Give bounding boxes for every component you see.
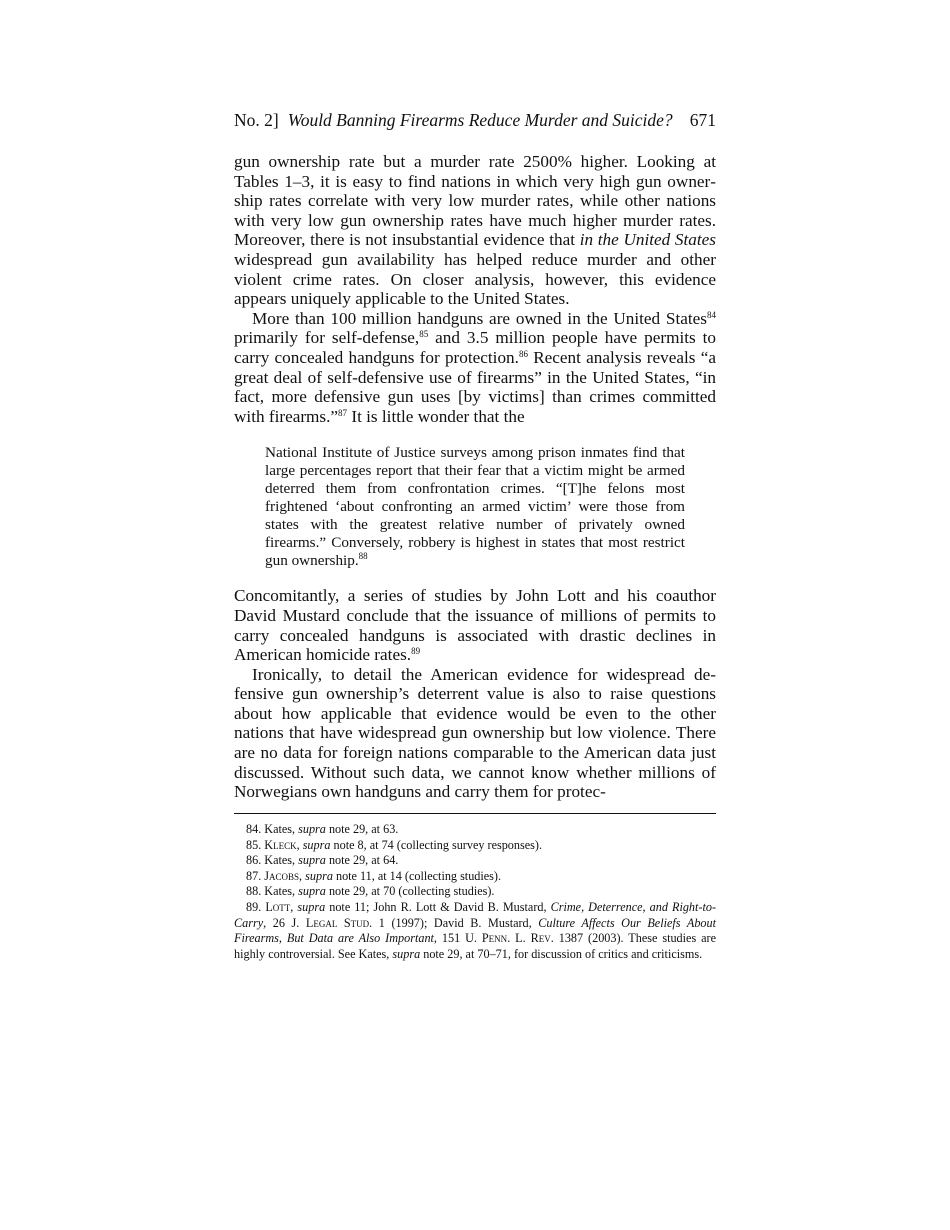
footnote-ref-88[interactable]: 88	[358, 551, 368, 562]
running-head	[234, 108, 716, 134]
footnote-89: 89. Lott, supra note 11; John R. Lott & David B. Mustard, Crime, Deterrence, and Right-to-Carry, 26 J. Legal Stud. 1 (1997); David B. Mustard, Culture Affects Our Beliefs About Firearms, But Data are Also Important, 151 U. Penn. L. Rev. 1387 (2003). These studies are highly controversial. See Kates, supra note 29, at 70–71, for discussion of critics and criticisms.	[234, 899, 717, 961]
paragraph-4: Ironically, to detail the American evidence for widespread defensive gun ownership’s deterrent value is also to raise questions about how applicable that evidence would be even to the other nations that have widespread gun ownership but low violence. There are no data for foreign nations comparable to the American data just discussed. Without such data, we cannot know whether millions of Norwegians own handguns and carry them for protec-	[234, 664, 716, 802]
footnotes	[234, 813, 716, 962]
footnote-86: 86. Kates, supra note 29, at 64.	[246, 853, 399, 868]
footnote-87: 87. Jacobs, supra note 11, at 14 (collecting studies).	[246, 868, 502, 883]
footnote-ref-89[interactable]: 89	[411, 646, 421, 657]
main-text	[234, 152, 716, 802]
page-body	[234, 108, 716, 802]
footnote-ref-86[interactable]: 86	[518, 348, 528, 359]
footnote-ref-84[interactable]: 84	[707, 309, 716, 320]
paragraph-3: Concomitantly, a series of studies by John Lott and his coauthor David Mustard conclude that the issuance of millions of permits to carry concealed handguns is associated with drastic declines in American homicide rates.$^{89}$	[234, 586, 716, 665]
footnote-84: 84. Kates, supra note 29, at 63.	[246, 822, 399, 836]
block-quote: National Institute of Justice surveys among prison inmates find that large percentages report that their fear that a victim might be armed deterred them from confrontation crimes. “[T]he felons most frightened ‘about confronting an armed victim’ were those from states with the greatest relative number of privately owned firearms.” Conversely, robbery is highest in states that most restrict gun ownership.$^{88}$	[265, 444, 685, 570]
page-number: 671	[689, 110, 716, 130]
issue-number: No. 2]	[234, 110, 279, 130]
paragraph-1: gun ownership rate but a murder rate 2500% higher. Looking at Tables 1–3, it is easy to find nations in which very high gun ownership rates correlate with very low murder rates, while other nations with very low gun ownership rates have much higher murder rates. Moreover, there is not insubstantial evidence that in the United States widespread gun availability has helped reduce murder and other violent crime rates. On closer analysis, however, this evidence appears uniquely applicable to the United States.	[234, 152, 716, 309]
footnote-ref-87[interactable]: 87	[338, 407, 348, 418]
paragraph-2: More than 100 million handguns are owned in the United States$^{84}$ primarily for self-defense,$^{85}$ and 3.5 million people have permits to carry concealed handguns for protection.$^{86}$ Recent analysis reveals “a great deal of self-defensive use of firearms” in the United States, “in fact, more defensive gun uses [by victims] than crimes committed with firearms.”$^{87}$ It is little wonder that the	[234, 308, 716, 426]
article-title: Would Banning Firearms Reduce Murder and Suicide?	[287, 110, 673, 130]
footnote-ref-85[interactable]: 85	[419, 329, 429, 340]
footnote-85: 85. Kleck, supra note 8, at 74 (collecting survey responses).	[246, 837, 543, 852]
footnote-88: 88. Kates, supra note 29, at 70 (collecting studies).	[246, 884, 495, 899]
